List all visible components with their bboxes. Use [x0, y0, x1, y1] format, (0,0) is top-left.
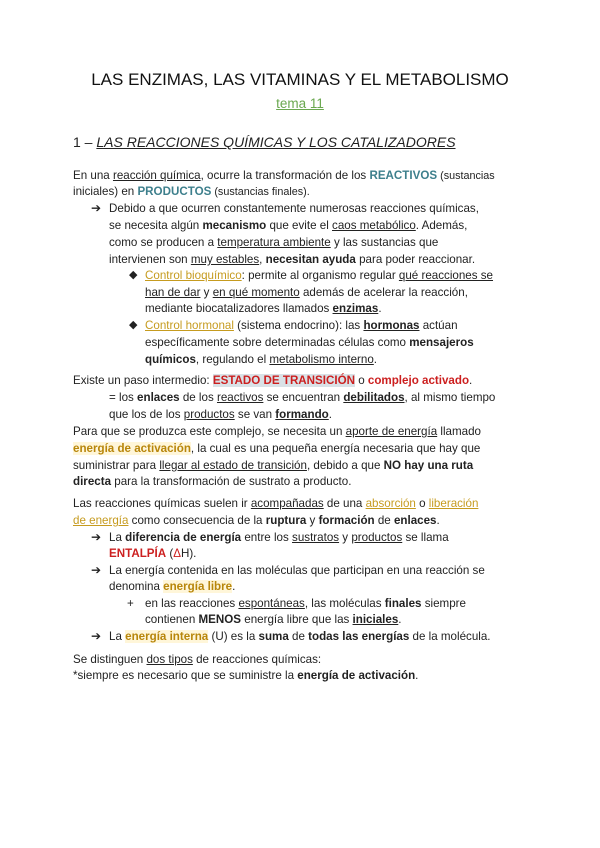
page-title: LAS ENZIMAS, LAS VITAMINAS Y EL METABOLISMO: [91, 70, 509, 89]
subbullet-hormonal-line-2: específicamente sobre determinadas células como mensajeros: [145, 336, 474, 349]
diamond-bullet-icon: ◆: [129, 269, 138, 281]
subbullet-biochemical-line-1: Control bioquímico: permite al organismo regular qué reacciones se: [145, 269, 494, 282]
plus-bullet-icon: +: [127, 597, 134, 610]
subbullet-biochemical-line-3: mediante biocatalizadores llamados enzimas.: [145, 302, 382, 315]
bullet-free-energy-line-1: La energía contenida en las moléculas que participan en una reacción se: [109, 564, 485, 577]
arrow-bullet-icon: ➔: [91, 563, 102, 577]
subbullet-spontaneous-line-2: contienen MENOS energía libre que las iniciales.: [145, 613, 402, 626]
paragraph-types-line-2: *siempre es necesario que se suministre la energía de activación.: [73, 669, 419, 682]
arrow-bullet-icon: ➔: [91, 201, 102, 215]
paragraph-transition-line-2: = los enlaces de los reactivos se encuentran debilitados, al mismo tiempo: [109, 391, 496, 404]
bullet-enthalpy-line-1: La diferencia de energía entre los sustratos y productos se llama: [109, 531, 449, 544]
section-title: LAS REACCIONES QUÍMICAS Y LOS CATALIZADORES: [96, 134, 456, 150]
paragraph-energy-line-2: de energía como consecuencia de la ruptura y formación de enlaces.: [73, 514, 440, 527]
paragraph-activation-line-4: directa para la transformación de sustrato a producto.: [73, 475, 352, 488]
paragraph-activation-line-1: Para que se produzca este complejo, se necesita un aporte de energía llamado: [73, 425, 481, 438]
subbullet-spontaneous-line-1: en las reacciones espontáneas, las moléculas finales siempre: [145, 597, 466, 610]
page-subtitle: tema 11: [276, 96, 324, 111]
subbullet-hormonal-line-3: químicos, regulando el metabolismo interno.: [145, 353, 378, 366]
arrow-bullet-icon: ➔: [91, 629, 102, 643]
section-heading: [73, 134, 456, 150]
paragraph-activation-line-2: energía de activación, la cual es una pequeña energía necesaria que hay que: [73, 442, 481, 455]
paragraph-intro-line-1: En una reacción química, ocurre la transformación de los REACTIVOS (sustancias: [73, 169, 495, 182]
bullet-mechanism-line-1: Debido a que ocurren constantemente numerosas reacciones químicas,: [109, 202, 479, 215]
paragraph-energy-line-1: Las reacciones químicas suelen ir acompañadas de una absorción o liberación: [73, 497, 479, 510]
paragraph-activation-line-3: suministrar para llegar al estado de transición, debido a que NO hay una ruta: [73, 459, 474, 472]
bullet-mechanism-line-4: intervienen son muy estables, necesitan ayuda para poder reaccionar.: [109, 253, 476, 266]
bullet-internal-energy: La energía interna (U) es la suma de todas las energías de la molécula.: [109, 630, 491, 643]
arrow-bullet-icon: ➔: [91, 530, 102, 544]
bullet-free-energy-line-2: denomina energía libre.: [109, 580, 236, 593]
subbullet-hormonal-line-1: Control hormonal (sistema endocrino): las hormonas actúan: [145, 319, 458, 332]
bullet-enthalpy-line-2: ENTALPÍA (ΔH).: [109, 547, 197, 560]
paragraph-transition-line-3: que los de los productos se van formando.: [109, 408, 332, 421]
bullet-mechanism-line-2: se necesita algún mecanismo que evite el caos metabólico. Además,: [109, 219, 468, 232]
section-number: 1 –: [73, 134, 97, 150]
bullet-mechanism-line-3: como se producen a temperatura ambiente y las sustancias que: [109, 236, 439, 249]
diamond-bullet-icon: ◆: [129, 319, 138, 331]
paragraph-intro-line-2: iniciales) en PRODUCTOS (sustancias finales).: [73, 185, 310, 198]
paragraph-transition-line-1: Existe un paso intermedio: ESTADO DE TRANSICIÓN o complejo activado.: [73, 374, 473, 387]
subbullet-biochemical-line-2: han de dar y en qué momento además de acelerar la reacción,: [145, 286, 468, 299]
paragraph-types-line-1: Se distinguen dos tipos de reacciones químicas:: [73, 653, 322, 666]
